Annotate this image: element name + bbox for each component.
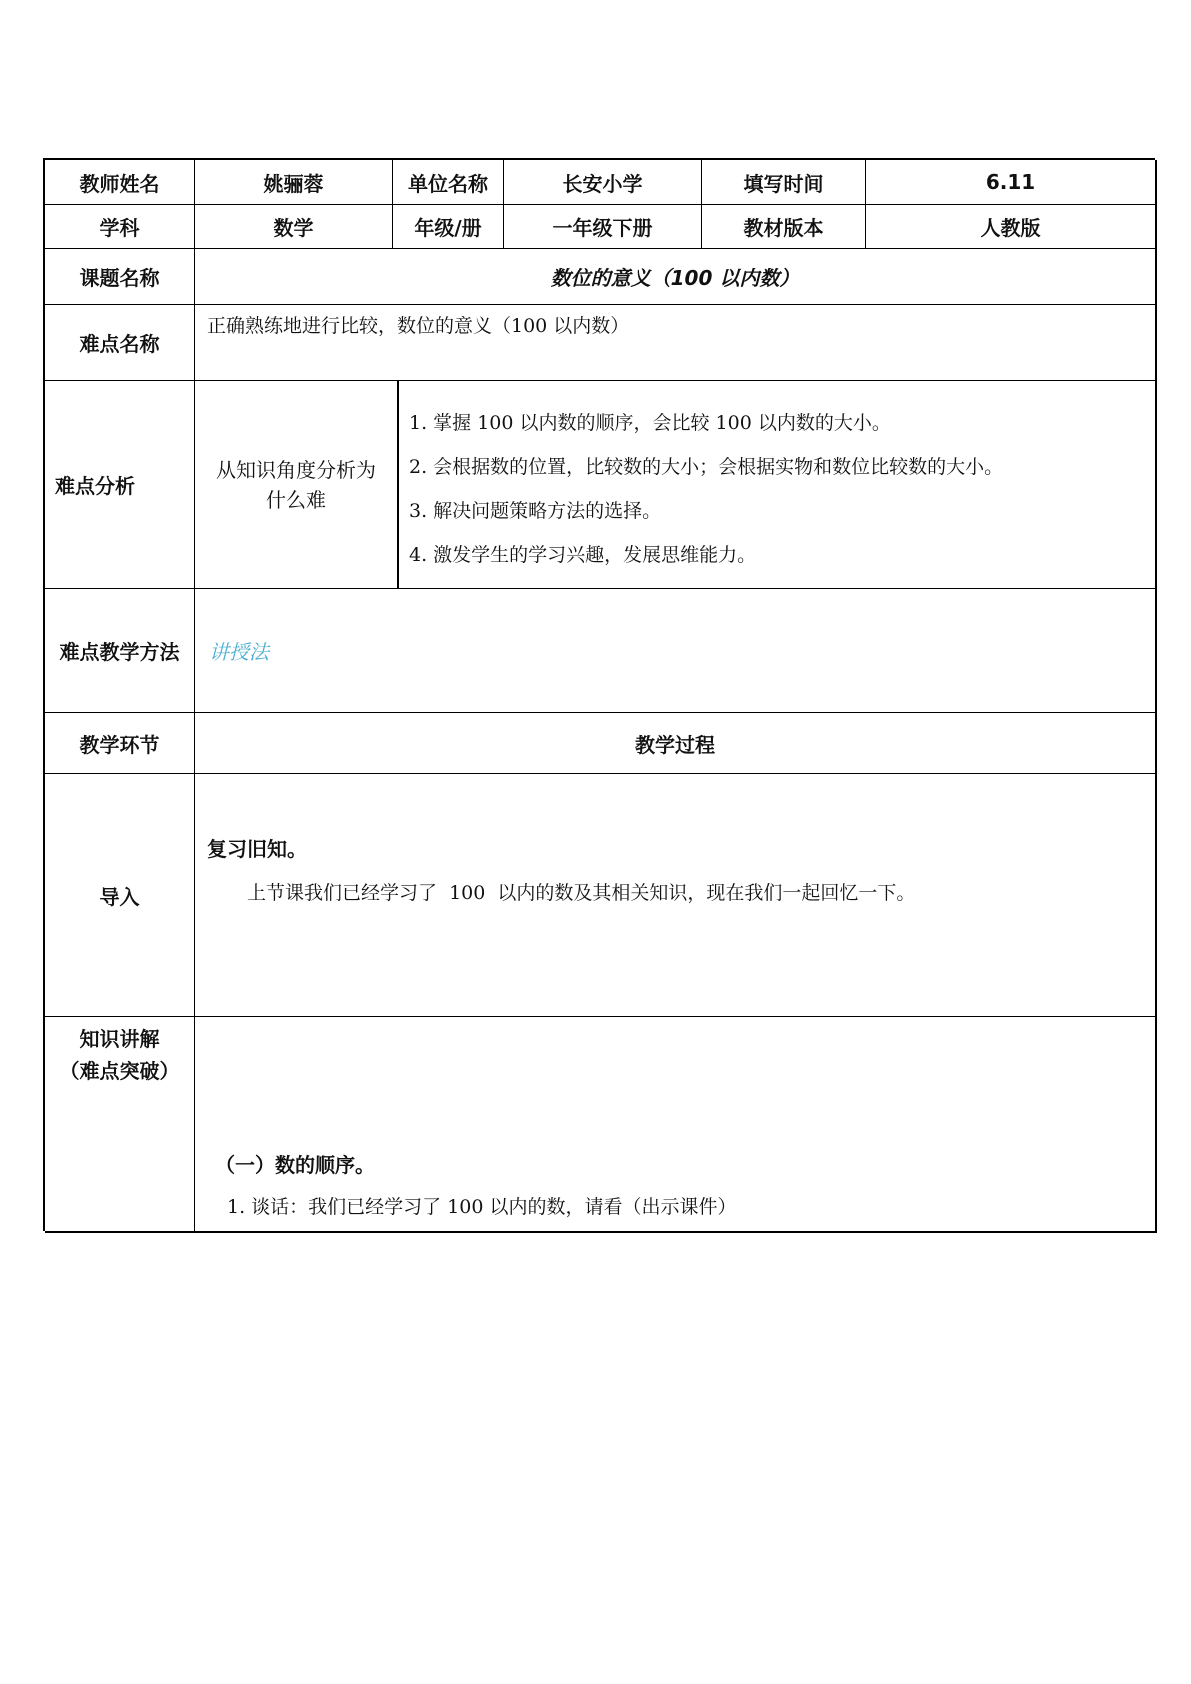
- knowledge-label: [45, 1017, 195, 1233]
- fill-date-value: 6.11: [866, 160, 1157, 205]
- teacher-name-value: 姚骊蓉: [195, 160, 393, 205]
- fill-date-label: 填写时间: [702, 160, 866, 205]
- edition-value: 人教版: [866, 205, 1157, 249]
- grade-value: 一年级下册: [504, 205, 702, 249]
- subject-value: 数学: [195, 205, 393, 249]
- method-label: 难点教学方法: [45, 589, 195, 713]
- intro-title: 复习旧知。: [207, 837, 307, 861]
- unit-name-label: 单位名称: [393, 160, 504, 205]
- lesson-plan-table: [43, 158, 1155, 1231]
- method-value: 讲授法: [195, 589, 1157, 713]
- intro-label: 导入: [45, 774, 195, 1017]
- knowledge-label-line2: （难点突破）: [59, 1059, 180, 1083]
- stage-header-label: 教学环节: [45, 713, 195, 774]
- analysis-point-4: 4. 激发学生的学习兴趣，发展思维能力。: [409, 544, 757, 566]
- analysis-point-3: 3. 解决问题策略方法的选择。: [409, 500, 662, 522]
- teacher-name-label: 教师姓名: [45, 160, 195, 205]
- subject-label: 学科: [45, 205, 195, 249]
- topic-value: 数位的意义（100 以内数）: [195, 249, 1157, 305]
- edition-label: 教材版本: [702, 205, 866, 249]
- topic-label: 课题名称: [45, 249, 195, 305]
- knowledge-content: [195, 1017, 1157, 1233]
- knowledge-item-1: 1. 谈话：我们已经学习了 100 以内的数，请看（出示课件）: [227, 1196, 737, 1218]
- difficulty-value: 正确熟练地进行比较，数位的意义（100 以内数）: [195, 305, 1157, 381]
- analysis-point-1: 1. 掌握 100 以内数的顺序，会比较 100 以内数的大小。: [409, 412, 891, 434]
- unit-name-value: 长安小学: [504, 160, 702, 205]
- intro-content: [195, 774, 1157, 1017]
- analysis-sublabel-line2: 什么难: [266, 487, 326, 512]
- analysis-point-2: 2. 会根据数的位置，比较数的大小；会根据实物和数位比较数的大小。: [409, 456, 1004, 478]
- difficulty-label: 难点名称: [45, 305, 195, 381]
- knowledge-section-title: （一）数的顺序。: [215, 1153, 375, 1177]
- analysis-sublabel-line1: 从知识角度分析为: [216, 457, 376, 482]
- analysis-label: 难点分析: [45, 381, 195, 589]
- analysis-points: [399, 381, 1157, 589]
- process-header-label: 教学过程: [195, 713, 1157, 774]
- knowledge-label-line1: 知识讲解: [79, 1027, 160, 1051]
- analysis-sublabel: [195, 381, 399, 589]
- intro-text: 上节课我们已经学习了 100 以内的数及其相关知识，现在我们一起回忆一下。: [247, 882, 916, 904]
- grade-label: 年级/册: [393, 205, 504, 249]
